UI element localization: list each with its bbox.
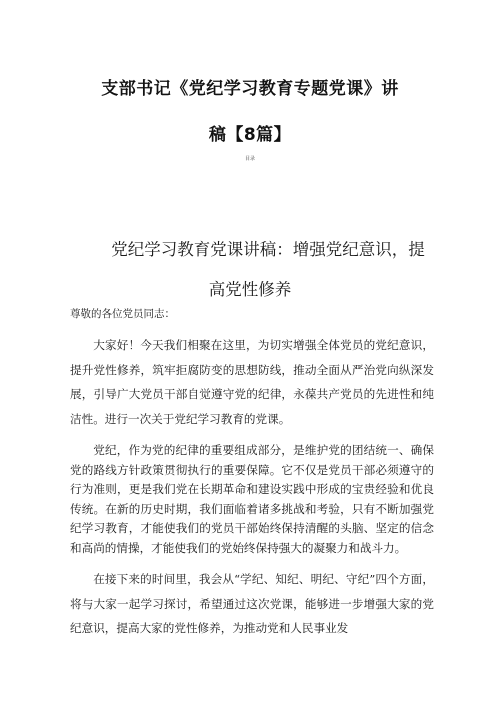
section-heading-line-1: 党纪学习教育党课讲稿：增强党纪意识，提 [111,240,425,259]
body-paragraph-1: 大家好！今天我们相聚在这里，为切实增强全体党员的党纪意识，提升党性修养，筑牢拒腐防变的思想防线，推动全面从严治党向纵深发展，引导广大党员干部自觉遵守党的纪律，永葆共产党员的先进性和纯洁性。进行一次关于党纪学习教育的党课。 [70,338,434,427]
table-of-contents-label: 目录 [244,156,255,162]
document-title-line-2: 稿【8篇】 [208,125,292,145]
body-paragraph-3: 在接下来的时间里，我会从“学纪、知纪、明纪、守纪”四个方面，将与大家一起学习探讨，希望通过这次党课，能够进一步增强大家的党纪意识，提高大家的党性修养，为推动党和人民事业发 [70,572,434,636]
section-heading-line-2: 高党性修养 [208,280,292,299]
body-paragraph-2: 党纪，作为党的纪律的重要组成部分，是维护党的团结统一、确保党的路线方针政策贯彻执行的重要保障。它不仅是党员干部必须遵守的行为准则，更是我们党在长期革命和建设实践中形成的宝贵经验和优良传统。在新的历史时期，我们面临着诸多挑战和考验，只有不断加强党纪学习教育，才能使我们的党员干部始终保持清醒的头脑、坚定的信念和高尚的情操，才能使我们的党始终保持强大的凝聚力和战斗力。 [70,443,434,555]
salutation: 尊敬的各位党员同志： [70,308,175,320]
document-title-line-1: 支部书记《党纪学习教育专题党课》讲 [101,79,399,99]
